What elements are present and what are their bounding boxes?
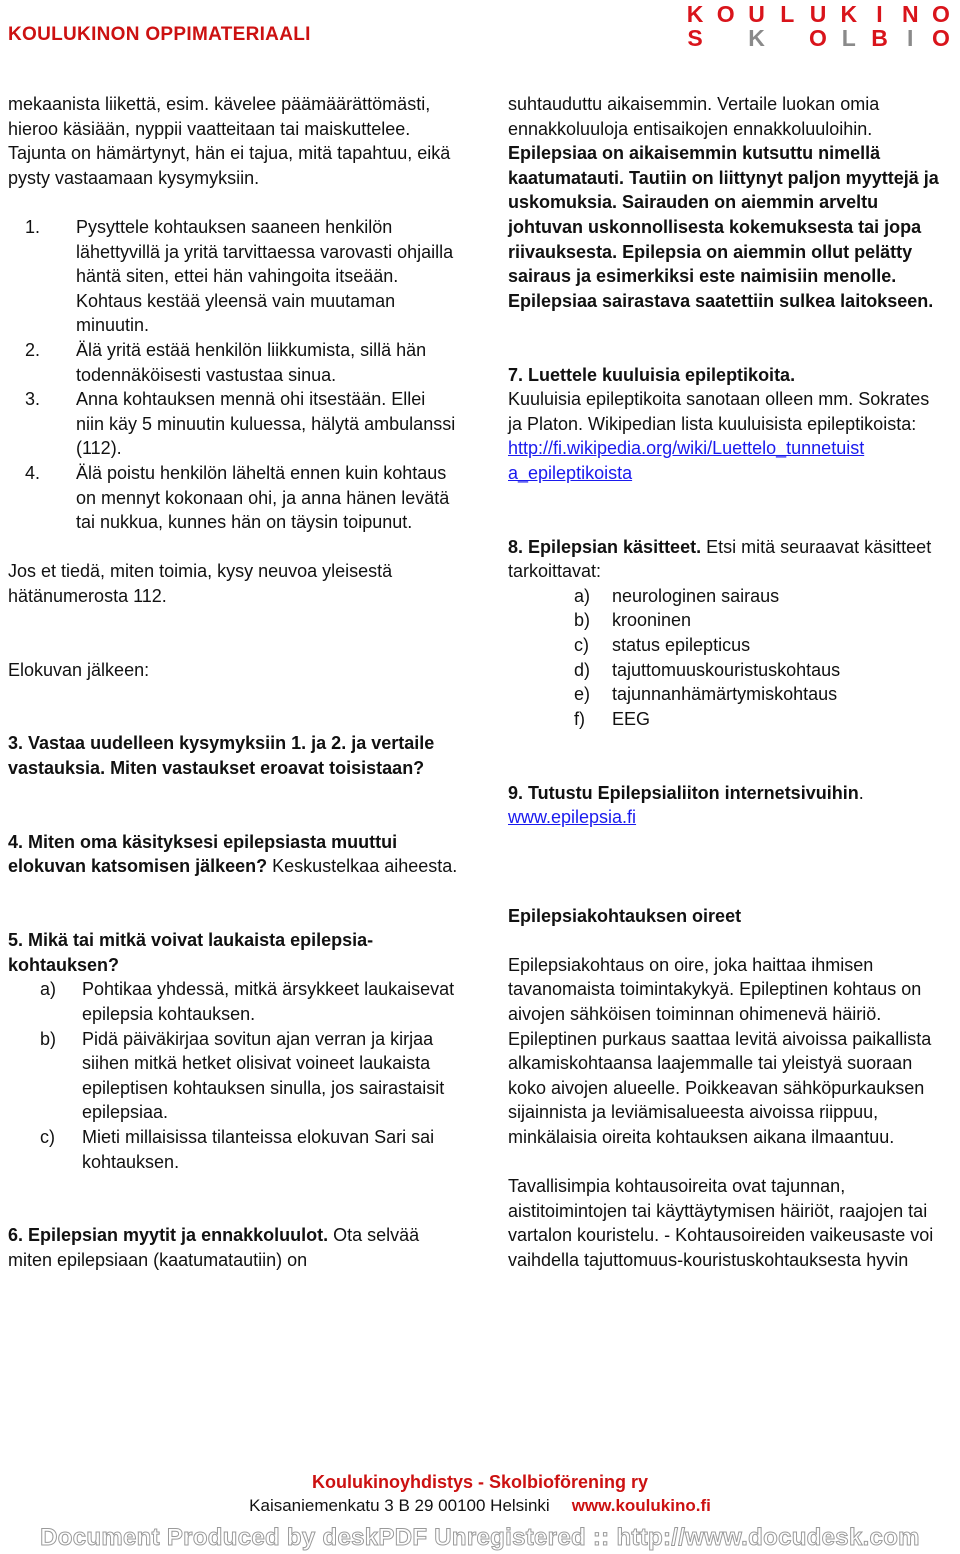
list-item [8, 1027, 458, 1125]
question-9 [508, 781, 948, 806]
question-6 [8, 1223, 458, 1272]
question-6-continued [508, 92, 948, 313]
document-header-title: KOULUKINON OPPIMATERIAALI [8, 24, 311, 45]
logo-letter: U [748, 1, 765, 27]
footer-website-link[interactable]: www.koulukino.fi [571, 1496, 711, 1515]
list-item [574, 584, 948, 609]
question-8-title: 8. Epilepsian käsitteet. [508, 536, 702, 557]
wikipedia-link-line2[interactable]: a_epileptikoista [508, 462, 633, 483]
question-7-text: Kuuluisia epileptikoita sanotaan olleen mm. Sokrates ja Platon. Wikipedian lista kuuluisista epileptikoista: [508, 389, 930, 434]
logo-letter: K [748, 25, 765, 51]
list-number: c) [574, 635, 589, 656]
logo-letter: O [932, 1, 950, 27]
list-item [574, 658, 948, 683]
logo-letter: O [932, 25, 950, 51]
list-number: 4. [24, 462, 40, 483]
logo-letter: K [840, 1, 858, 27]
footer-address: Kaisaniemenkatu 3 B 29 00100 Helsinki [249, 1496, 550, 1515]
list-item [574, 633, 948, 658]
list-text: Pohtikaa yhdessä, mitkä ärsykkeet laukaisevat epilepsia kohtauksen. [82, 979, 455, 1024]
list-number: b) [574, 610, 591, 631]
list-text: tajunnanhämärtymiskohtaus [612, 684, 838, 705]
list-item [8, 1125, 458, 1174]
advice-paragraph: Jos et tiedä, miten toimia, kysy neuvoa yleisestä hätänumerosta 112. [8, 561, 393, 606]
question-4 [8, 830, 458, 879]
symptoms-paragraph-1: Epilepsiakohtaus on oire, joka haittaa ihmisen tavanomaista toimintakykyä. Epileptinen kohtaus on aivojen sähköisen toiminnan ohimenevä häiriö. Epileptinen purkaus saattaa levitä aivoissa paikallista alkamiskohtaansa laajemmalle tai yleistyä suoraan koko aivojen alueelle. Poikkeavan sähköpurkauksen sijainnista ja leviämisalueesta aivoissa riippuu, minkälaisia oireita kohtauksen aikana ilmaantuu. [508, 954, 932, 1147]
list-number: a) [574, 585, 591, 606]
list-text: Älä poistu henkilön läheltä ennen kuin kohtaus on mennyt kokonaan ohi, ja anna hänen levätä tai nukkua, kunnes hän on täysin toipunut. [76, 462, 450, 533]
list-text: neurologinen sairaus [612, 585, 780, 606]
footer-address-line [0, 1496, 960, 1516]
after-film-heading: Elokuvan jälkeen: [8, 659, 150, 680]
section-title: Epilepsiakohtauksen oireet [508, 905, 742, 926]
question-7-title: 7. Luettele kuuluisia epileptikoita. [508, 364, 796, 385]
question-9-dot: . [858, 782, 864, 803]
question-6-title: 6. Epilepsian myytit ja ennakkoluulot. [8, 1225, 329, 1246]
logo-bottom-row [682, 26, 954, 50]
list-item [574, 682, 948, 707]
first-aid-steps [8, 215, 458, 535]
logo-letter: S [687, 25, 703, 51]
question-4-title: 4. Miten oma käsityksesi epilepsiasta muuttui elokuvan katsomisen jälkeen? [8, 831, 398, 877]
symptoms-paragraph-2: Tavallisimpia kohtausoireita ovat tajunnan, aistitoimintojen tai käyttäytymisen häiriöt, raajojen tai vartalon kouristelu. - Kohtausoireiden vaikeusaste voi vaihdella tajuttomuus-kouristuskohtauksesta hyvin [508, 1176, 934, 1270]
logo-letter: U [809, 1, 827, 27]
list-text: Älä yritä estää henkilön liikkumista, sillä hän todennäköisesti vastustaa sinua. [76, 339, 427, 385]
list-text: status epilepticus [612, 635, 751, 656]
pdf-watermark: Document Produced by deskPDF Unregistered :: http://www.docudesk.com [40, 1524, 920, 1551]
list-item [8, 215, 458, 338]
question-3: 3. Vastaa uudelleen kysymyksiin 1. ja 2. ja vertaile vastauksia. Miten vastaukset eroavat toisistaan? [8, 733, 435, 779]
intro-paragraph: mekaanista liikettä, esim. kävelee päämäärättömästi, hieroo käsiään, nyppii vaatteitaan tai maiskuttelee. Tajunta on hämärtynyt, hän ei tajua, mitä tapahtuu, eikä pysty vastaamaan kysymyksiin. [8, 94, 451, 188]
logo-letter: B [871, 25, 888, 51]
list-number: d) [574, 659, 591, 680]
logo-letter: L [780, 1, 795, 27]
list-text: krooninen [612, 610, 692, 631]
list-item [8, 461, 458, 535]
logo-letter: K [686, 1, 704, 27]
list-text: Anna kohtauksen mennä ohi itsestään. Ellei niin käy 5 minuutin kuluessa, hälytä ambulanssi (112). [76, 389, 456, 459]
logo-top-row [682, 2, 954, 26]
koulukino-logo [682, 2, 954, 50]
list-number: a) [40, 979, 57, 1000]
list-text: tajuttomuuskouristuskohtaus [612, 659, 841, 680]
question-6-text: Ota selvää miten epilepsiaan (kaatumatautiin) on [8, 1225, 420, 1270]
list-item [8, 387, 458, 461]
left-column [8, 92, 458, 1273]
wikipedia-link-line1[interactable]: http://fi.wikipedia.org/wiki/Luettelo_tunnetuist [508, 438, 865, 459]
list-text: Pysyttele kohtauksen saaneen henkilön lähettyvillä ja yritä tarvittaessa varovasti ohjailla häntä siten, ettei hän vahingoita itseään. Kohtaus kestää yleensä vain muutaman minuutin. [76, 216, 454, 336]
list-number: c) [40, 1126, 55, 1147]
list-number: f) [574, 708, 585, 729]
list-item [8, 977, 458, 1026]
footer-organization: Koulukinoyhdistys - Skolbioförening ry [311, 1472, 649, 1492]
epilepsia-link[interactable]: www.epilepsia.fi [508, 807, 637, 828]
logo-letter: L [841, 25, 856, 51]
list-number: 1. [24, 216, 40, 237]
question-8 [508, 535, 948, 584]
list-item [8, 338, 458, 387]
logo-letter: O [809, 25, 827, 51]
list-item [574, 608, 948, 633]
logo-letter: O [716, 1, 735, 27]
question-5-title: 5. Mikä tai mitkä voivat laukaista epilepsia-kohtauksen? [8, 930, 374, 975]
wikipedia-link[interactable] [508, 436, 948, 485]
question-6-answer: Epilepsiaa on aikaisemmin kutsuttu nimellä kaatumatauti. Tautiin on liittynyt paljon myyttejä ja uskomuksia. Sairauden on aiemmin arveltu johtuvan uskonnollisesta kokemuksesta tai jopa riivauksesta. Epilepsia on aiemmin ollut pelätty sairaus ja esimerkiksi este naimisiin menolle. Epilepsiaa sairastava saatettiin sulkea laitokseen. [508, 143, 939, 311]
list-text: Mieti millaisissa tilanteissa elokuvan Sari sai kohtauksen. [82, 1126, 435, 1172]
list-number: e) [574, 684, 591, 705]
question-6-cont-text: suhtauduttu aikaisemmin. Vertaile luokan omia ennakkoluuloja entisaikojen ennakkoluuloihin. [508, 94, 880, 139]
logo-letter: I [907, 25, 914, 51]
logo-letter: I [876, 1, 883, 27]
question-9-title: 9. Tutustu Epilepsialiiton internetsivuihin [508, 782, 859, 803]
logo-letter: N [901, 1, 919, 27]
list-text: Pidä päiväkirjaa sovitun ajan verran ja kirjaa siihen mitkä hetket olisivat voineet laukaista epileptisen kohtauksen sinulla, jos sairastaisit epilepsiaa. [82, 1028, 445, 1123]
list-item [574, 707, 948, 732]
right-column [508, 92, 948, 1273]
list-number: 3. [24, 389, 40, 410]
list-text: EEG [612, 708, 651, 729]
question-4-text: Keskustelkaa aiheesta. [272, 856, 458, 877]
list-number: b) [40, 1028, 57, 1049]
question-8-text: Etsi mitä seuraavat käsitteet tarkoittavat: [508, 536, 932, 582]
list-number: 2. [24, 339, 40, 360]
